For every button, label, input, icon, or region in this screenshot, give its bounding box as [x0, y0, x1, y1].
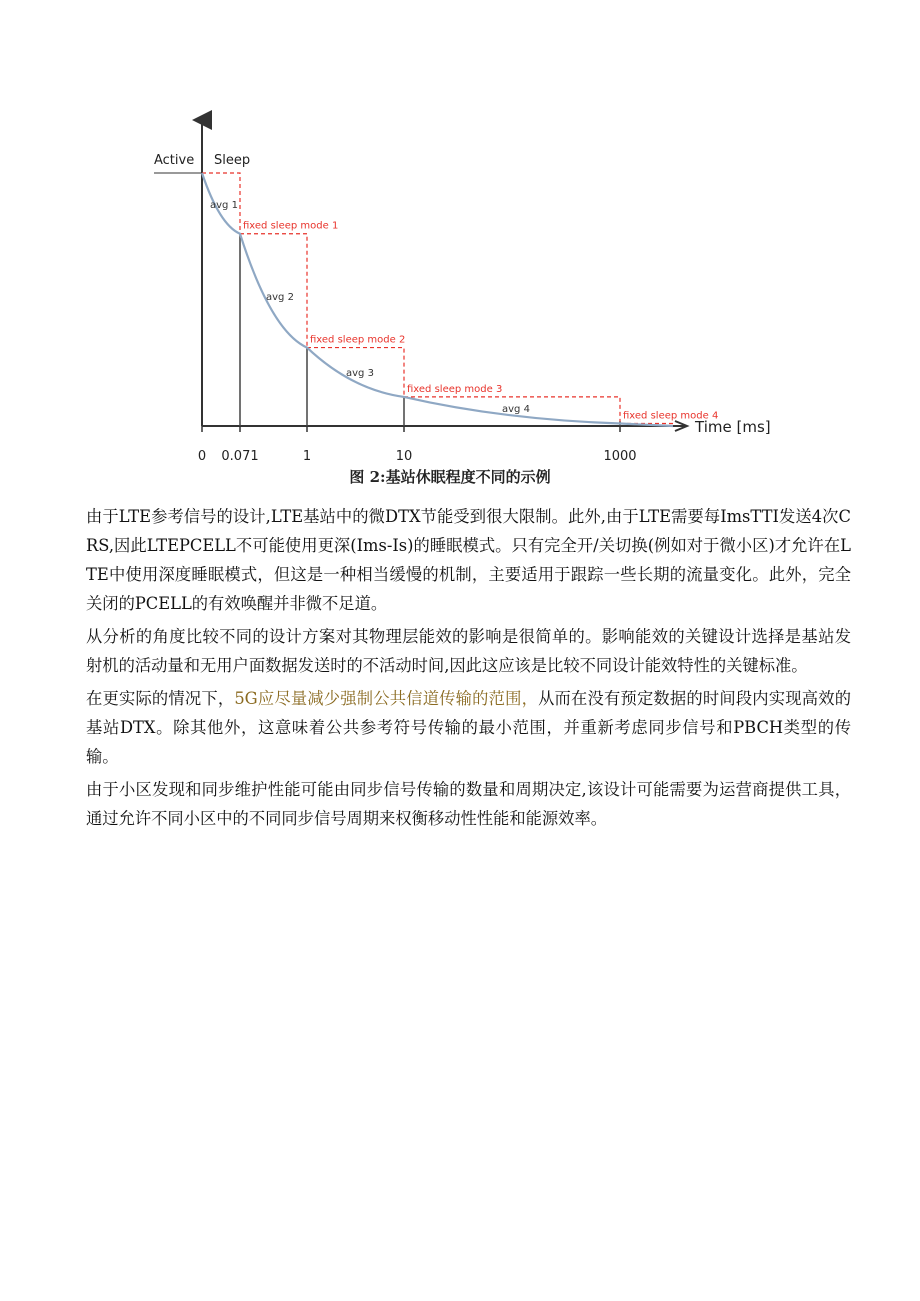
x-axis-title: Time [ms]: [695, 418, 771, 436]
sleep-mode-label-2: fixed sleep mode 2: [310, 334, 406, 346]
active-label: Active: [154, 153, 195, 168]
dashed-sleep-mode-1: [240, 234, 307, 348]
avg-label-2: avg 2: [266, 292, 294, 303]
paragraph-4: 由于小区发现和同步维护性能可能由同步信号传输的数量和周期决定,该设计可能需要为运营商提供工具，通过允许不同小区中的不同同步信号周期来权衡移动性性能和能源效率。: [86, 780, 851, 828]
paragraph-3-highlight: 5G应尽量减少强制公共信道传输的范围，: [234, 689, 539, 708]
figure-caption: 图 2:基站休眠程度不同的示例: [349, 468, 551, 486]
sleep-mode-figure: [140, 108, 790, 493]
avg-label-4: avg 4: [502, 404, 530, 415]
x-tick-label: 0.071: [221, 449, 259, 464]
sleep-mode-chart: [140, 108, 790, 493]
sleep-label: Sleep: [214, 153, 251, 168]
paragraph-1: 由于LTE参考信号的设计,LTE基站中的微DTX节能受到很大限制。此外,由于LTE需要每ImsTTI发送4次CRS,因此LTEPCELL不可能使用更深(Ims-Is)的睡眠模式。只有完全开/关切换(例如对于微小区)才允许在LTE中使用深度睡眠模式，但这是一种相当缓慢的机制，主要适用于跟踪一些长期的流量变化。此外，完全关闭的PCELL的有效唤醒并非微不足道。: [86, 507, 851, 613]
x-tick-label: 0: [197, 449, 207, 464]
avg-label-1: avg 1: [210, 200, 238, 211]
sleep-mode-label-3: fixed sleep mode 3: [407, 383, 503, 395]
sleep-mode-label-4: fixed sleep mode 4: [623, 410, 719, 422]
paragraph-3-suffix: 从而在没有预定数据的时间段内实现高效的基站DTX。除其他外，这意味着公共参考符号传输的最小范围，并重新考虑同步信号和PBCH类型的传输。: [86, 689, 851, 766]
paragraph-3: [86, 684, 851, 771]
body-text: [86, 502, 851, 837]
avg-label-3: avg 3: [346, 368, 374, 379]
sleep-mode-label-1: fixed sleep mode 1: [243, 220, 339, 232]
x-tick-label: 10: [395, 449, 413, 464]
x-tick-label: 1000: [603, 449, 637, 464]
paragraph-3-prefix: 在更实际的情况下，: [86, 689, 235, 708]
paragraph-2: 从分析的角度比较不同的设计方案对其物理层能效的影响是很简单的。影响能效的关键设计选择是基站发射机的活动量和无用户面数据发送时的不活动时间,因此这应该是比较不同设计能效特性的关键标准。: [86, 627, 851, 675]
x-tick-label: 1: [302, 449, 312, 464]
